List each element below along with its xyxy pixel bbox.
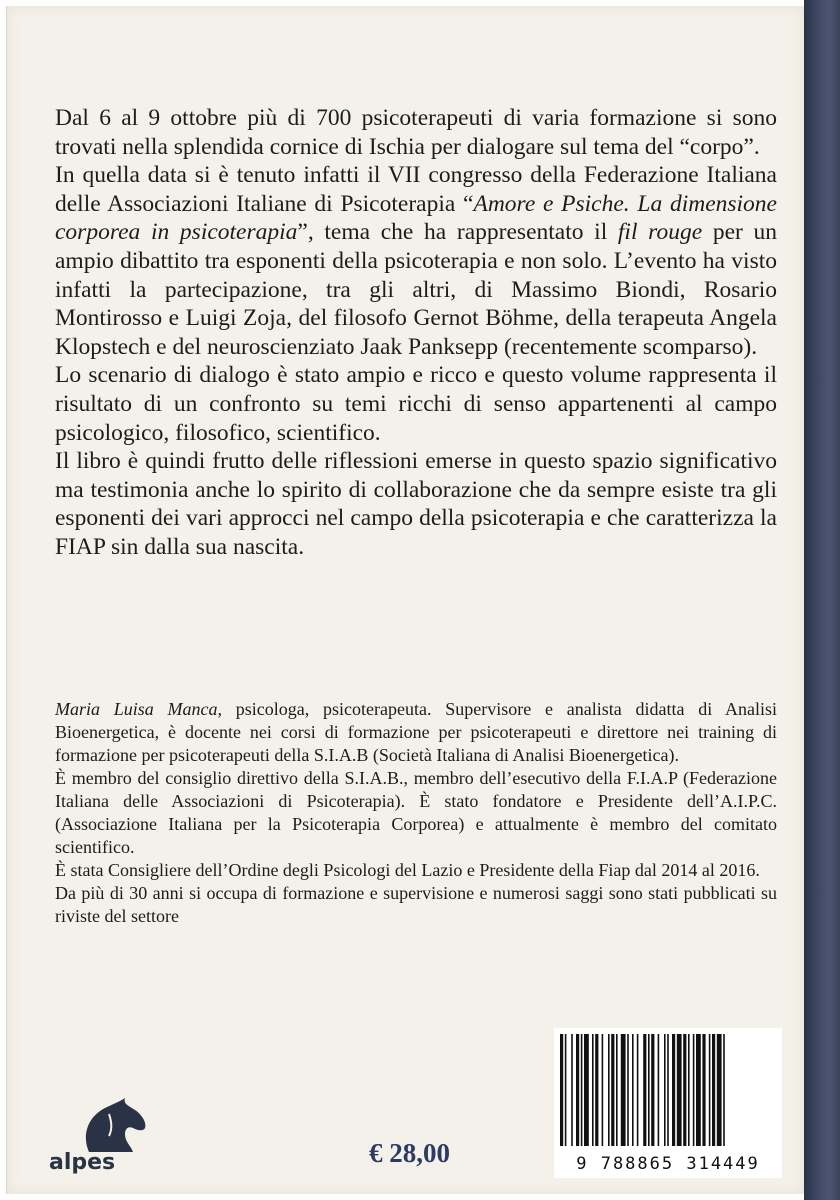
barcode-bar [592,1034,594,1146]
fil-rouge-phrase: fil rouge [617,219,703,246]
barcode-bars [560,1034,776,1146]
barcode-bar [584,1034,589,1146]
barcode-bar [565,1034,567,1146]
blurb-p2-part-a: In quella data si è tenuto infatti il VII congresso della Federazione Italiana delle Associazioni Italiane di Psicoterapia “ [55,162,777,217]
blurb-paragraph-1: Dal 6 al 9 ottobre più di 700 psicoterapeuti di varia formazione si sono trovati nella splendida cornice di Ischia per dialogare sul tema del “corpo”. [55,105,777,160]
barcode-bar [576,1034,579,1146]
barcode-bar [611,1034,614,1146]
barcode-bar [608,1034,610,1146]
bio-paragraph-2: È membro del consiglio direttivo della S.I.A.B., membro dell’esecutivo della F.I.A.P (Federazione Italiana delle Associazioni di Psicoterapia). È stato fondatore e Presidente dell’A.I.P.C. (Associazione Italiana per la Psicoterapia Corporea) e attualmente è membro del comitato scientifico. [55,768,777,857]
barcode-bar [696,1034,701,1146]
barcode-bar [581,1034,583,1146]
barcode-bar [683,1034,686,1146]
barcode-bar [643,1034,646,1146]
back-cover [6,6,805,1194]
barcode-bar [616,1034,618,1146]
barcode-bar [672,1034,675,1146]
blurb [55,104,777,562]
barcode-bar [667,1034,669,1146]
barcode-bar [621,1034,626,1146]
price-label: € 28,00 [369,1138,450,1168]
barcode [554,1028,782,1178]
author-bio [55,698,777,928]
bio-p1-text: psicologa, psicoterapeuta. Supervisore e analista didatta di Analisi Bioenergetica, è docente nei corsi di formazione per psicoterapeuti e direttore nei training di formazione per psicoterapeuti della S.I.A.B (Società Italiana di Analisi Bioenergetica). [55,699,777,765]
barcode-bar [637,1034,639,1146]
blurb-paragraph-3: Lo scenario di dialogo è stato ampio e ricco e questo volume rappresenta il risultato di un confronto su temi ricchi di senso appartenenti al campo psicologico, filosofico, scientifico. [55,362,777,446]
barcode-bar [693,1034,695,1146]
publisher-logo [49,1094,149,1174]
barcode-bar [651,1034,654,1146]
book-spine-edge [804,0,840,1200]
congress-title: Amore e Psiche. La dimensione corporea in psicoterapia [55,190,777,246]
barcode-bar [560,1034,563,1146]
bio-paragraph-1 [55,698,777,767]
barcode-bar [658,1034,660,1146]
bio-paragraph-4: Da più di 30 anni si occupa di formazione e supervisione e numerosi saggi sono stati pubblicati su riviste del settore [55,883,777,926]
barcode-bar [648,1034,650,1146]
isbn-number: 9 788865 314449 [576,1154,760,1174]
barcode-bar [702,1034,705,1146]
author-name: Maria Luisa Manca, [55,699,223,719]
blurb-paragraph-2 [55,161,777,361]
barcode-bar [632,1034,634,1146]
blurb-p2-part-e: per un ampio dibattito tra esponenti della psicoterapia e non solo. L’evento ha visto infatti la partecipazione, tra gli altri, di Massimo Biondi, Rosario Montirosso e Luigi Zoja, del filosofo Gernot Böhme, della terapeuta Angela Klopstech e del neuroscienziato Jaak Panksepp (recentemente scomparso). [55,219,778,360]
publisher-name: alpes [49,1150,116,1175]
barcode-bar [664,1034,666,1146]
barcode-bar [677,1034,682,1146]
barcode-bar [709,1034,711,1146]
bio-paragraph-3: È stata Consigliere dell’Ordine degli Psicologi del Lazio e Presidente della Fiap dal 2014 al 2016. [55,860,760,880]
barcode-bar [688,1034,690,1146]
barcode-bar [723,1034,725,1146]
blurb-p2-part-c: ”, tema che ha rappresentato il [297,219,618,246]
barcode-bar [571,1034,573,1146]
blurb-paragraph-4: Il libro è quindi frutto delle riflessioni emerse in questo spazio significativo ma testimonia anche lo spirito di collaborazione che da sempre esiste tra gli esponenti dei vari approcci nel campo della psicoterapia e che caratterizza la FIAP sin dalla sua nascita. [55,448,777,560]
barcode-bar [595,1034,598,1146]
barcode-bar [717,1034,722,1146]
barcode-bar [627,1034,629,1146]
barcode-bar [712,1034,715,1146]
horse-head-logo-icon [59,1094,159,1154]
barcode-bar [602,1034,604,1146]
